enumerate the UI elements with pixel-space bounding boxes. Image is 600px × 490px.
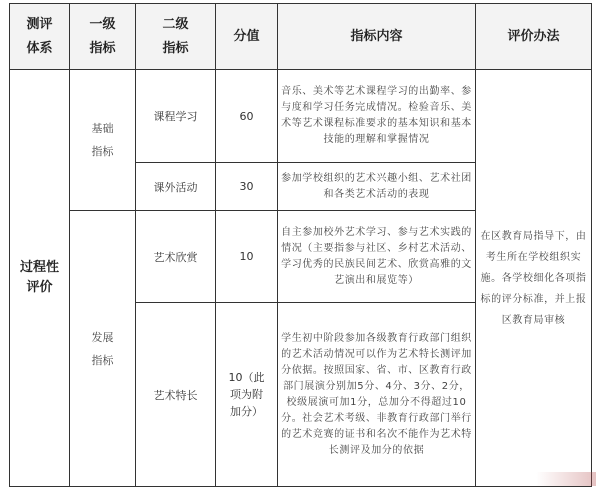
level2-cell: 课外活动	[136, 163, 216, 211]
content-cell: 学生初中阶段参加各级教育行政部门组织的艺术活动情况可以作为艺术特长测评加分依据。按照国家、省、市、区教育行政部门展演分别加5分、4分、3分、2分，校级展演可加1分，总加分不得超过10分。社会艺术考级、非教育行政部门举行的艺术竞赛的证书和名次不能作为艺术特长测评及加分的依据	[278, 303, 476, 487]
header-method: 评价办法	[476, 4, 592, 70]
score-cell: 10	[216, 211, 278, 303]
score-cell: 30	[216, 163, 278, 211]
level1-development: 发展 指标	[70, 211, 136, 487]
score-cell: 10（此 项为附 加分）	[216, 303, 278, 487]
evaluation-table	[9, 3, 592, 487]
table-row	[10, 70, 592, 163]
header-level1: 一级 指标	[70, 4, 136, 70]
corner-watermark	[536, 472, 596, 486]
level1-basic: 基础 指标	[70, 70, 136, 211]
content-cell: 自主参加校外艺术学习、参与艺术实践的情况（主要指参与社区、乡村艺术活动、学习优秀的民族民间艺术、欣赏高雅的文艺演出和展览等）	[278, 211, 476, 303]
level2-cell: 艺术特长	[136, 303, 216, 487]
header-content: 指标内容	[278, 4, 476, 70]
method-cell: 在区教育局指导下，由考生所在学校组织实施。各学校细化各项指标的评分标准，并上报区教育局审核	[476, 70, 592, 487]
header-row	[10, 4, 592, 70]
header-system: 测评 体系	[10, 4, 70, 70]
level2-cell: 艺术欣赏	[136, 211, 216, 303]
content-cell: 音乐、美术等艺术课程学习的出勤率、参与度和学习任务完成情况。检验音乐、美术等艺术课程标准要求的基本知识和基本技能的理解和掌握情况	[278, 70, 476, 163]
header-score: 分值	[216, 4, 278, 70]
score-cell: 60	[216, 70, 278, 163]
category-cell: 过程性 评价	[10, 70, 70, 487]
content-cell: 参加学校组织的艺术兴趣小组、艺术社团和各类艺术活动的表现	[278, 163, 476, 211]
header-level2: 二级 指标	[136, 4, 216, 70]
level2-cell: 课程学习	[136, 70, 216, 163]
